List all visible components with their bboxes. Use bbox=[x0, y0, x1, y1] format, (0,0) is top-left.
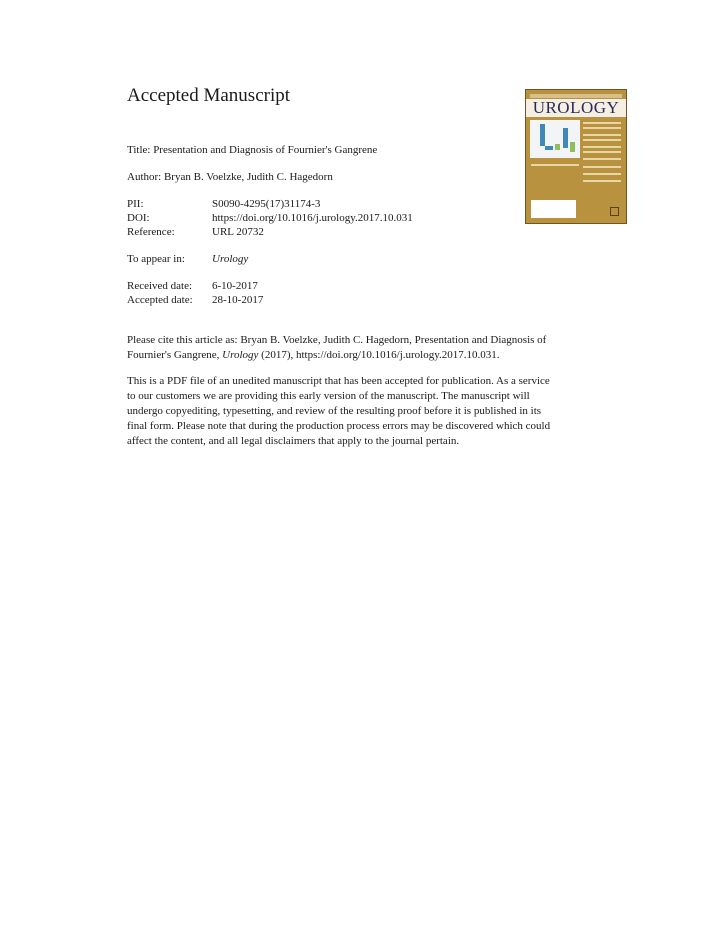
cover-figure-bar bbox=[563, 128, 568, 148]
cover-text-line bbox=[583, 173, 621, 175]
disclaimer-line: affect the content, and all legal disclaimers that apply to the journal pertain. bbox=[127, 435, 460, 447]
cover-caption-line bbox=[531, 164, 579, 166]
disclaimer-line: This is a PDF file of an unedited manuscript that has been accepted for publication. As a service bbox=[127, 375, 550, 387]
citation-text-pre: Fournier's Gangrene, bbox=[127, 349, 223, 361]
cover-figure bbox=[530, 120, 580, 158]
accepted-label: Accepted date: bbox=[127, 294, 193, 306]
cover-text-line bbox=[583, 151, 621, 153]
publisher-logo-icon bbox=[610, 207, 619, 216]
disclaimer-line: undergo copyediting, typesetting, and review of the resulting proof before it is published in its bbox=[127, 405, 542, 417]
cover-text-line bbox=[583, 134, 621, 136]
received-date: 6-10-2017 bbox=[212, 280, 258, 292]
pii-value: S0090-4295(17)31174-3 bbox=[212, 198, 321, 210]
cover-text-line bbox=[583, 127, 621, 129]
appear-label: To appear in: bbox=[127, 253, 185, 265]
cover-figure-bar bbox=[540, 124, 545, 146]
accepted-date: 28-10-2017 bbox=[212, 294, 264, 306]
page-heading: Accepted Manuscript bbox=[127, 85, 291, 106]
cover-text-line bbox=[583, 158, 621, 160]
reference-label: Reference: bbox=[127, 226, 175, 238]
journal-name: Urology bbox=[212, 253, 249, 265]
cover-text-line bbox=[583, 166, 621, 168]
citation-line-1: Please cite this article as: Bryan B. Voelzke, Judith C. Hagedorn, Presentation and Diagnosis of bbox=[127, 334, 547, 346]
disclaimer-line: to our customers we are providing this early version of the manuscript. The manuscript will bbox=[127, 390, 530, 402]
journal-cover-image bbox=[525, 89, 627, 224]
reference-value: URL 20732 bbox=[212, 226, 264, 238]
citation-paragraph bbox=[127, 333, 587, 363]
disclaimer-line: final form. Please note that during the production process errors may be discovered which could bbox=[127, 420, 551, 432]
article-title: Title: Presentation and Diagnosis of Fournier's Gangrene bbox=[127, 144, 378, 156]
article-authors: Author: Bryan B. Voelzke, Judith C. Hagedorn bbox=[127, 171, 333, 183]
citation-text-post: (2017), https://doi.org/10.1016/j.urology.2017.10.031. bbox=[258, 349, 500, 361]
cover-figure-bar bbox=[545, 146, 553, 150]
received-label: Received date: bbox=[127, 280, 193, 292]
cover-figure-bar bbox=[570, 142, 575, 152]
cover-journal-title: UROLOGY bbox=[532, 98, 620, 117]
pii-label: PII: bbox=[127, 198, 144, 210]
citation-line-2 bbox=[127, 348, 587, 363]
citation-journal: Urology bbox=[222, 349, 259, 361]
cover-figure-bar bbox=[555, 144, 560, 150]
doi-label: DOI: bbox=[127, 212, 150, 224]
cover-text-line bbox=[583, 122, 621, 124]
cover-text-line bbox=[583, 180, 621, 182]
disclaimer-paragraph bbox=[127, 374, 587, 449]
cover-label-box bbox=[531, 200, 576, 218]
doi-value: https://doi.org/10.1016/j.urology.2017.10.031 bbox=[212, 212, 413, 224]
cover-text-line bbox=[583, 146, 621, 148]
cover-text-line bbox=[583, 139, 621, 141]
